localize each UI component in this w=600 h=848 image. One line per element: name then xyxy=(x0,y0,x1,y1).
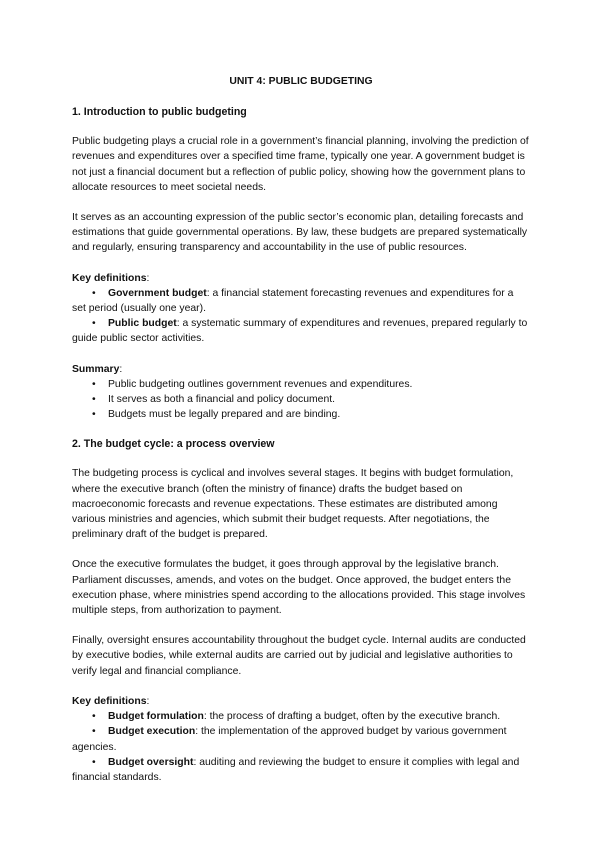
section-1-paragraph-2: It serves as an accounting expression of the public sector’s economic plan, detailing forecasts and estimations that guide governmental operations. By law, these budgets are prepared systematically and regularly, ensuring transparency and accountability in the use of public resources. xyxy=(72,212,528,254)
section-2-key-definitions-label: Key definitions: xyxy=(72,695,150,707)
definition-text: : a financial statement forecasting revenues and expenditures for a set period (usually one year). xyxy=(72,287,514,315)
definition-item xyxy=(72,755,530,785)
definition-term: Government budget xyxy=(108,287,207,299)
definition-term: Budget oversight xyxy=(108,756,194,768)
bullet-icon: • xyxy=(92,378,96,390)
section-1-key-definitions-label: Key definitions: xyxy=(72,272,150,284)
definition-item xyxy=(72,286,530,316)
bullet-icon: • xyxy=(92,287,96,299)
definition-text: : auditing and reviewing the budget to ensure it complies with legal and financial standards. xyxy=(72,756,520,783)
definition-term: Budget execution xyxy=(108,726,196,738)
definition-item xyxy=(72,724,530,754)
section-1-definitions-list xyxy=(72,286,530,347)
section-1-heading: 1. Introduction to public budgeting xyxy=(72,106,247,119)
section-2-definitions-list xyxy=(72,709,530,785)
bullet-icon: • xyxy=(92,394,96,406)
bullet-icon: • xyxy=(92,711,96,723)
section-2-paragraph-3: Finally, oversight ensures accountability throughout the budget cycle. Internal audits are conducted by executive bodies, while external audits are carried out by judicial and legislative authorities to verify legal and financial compliance. xyxy=(72,635,526,677)
bullet-icon: • xyxy=(92,318,96,330)
definition-term: Public budget xyxy=(108,318,177,330)
summary-item: • Budgets must be legally prepared and are binding. xyxy=(72,407,530,422)
definition-text: : a systematic summary of expenditures and revenues, prepared regularly to guide public sector activities. xyxy=(72,318,528,345)
summary-item: • Public budgeting outlines government revenues and expenditures. xyxy=(72,377,530,392)
section-2-paragraph-1: The budgeting process is cyclical and involves several stages. It begins with budget formulation, where the executive branch (often the ministry of finance) drafts the budget based on macroeconomic forecasts and revenue expectations. These estimates are distributed among various ministries and agencies, which submit their budget requests. After negotiations, the preliminary draft of the budget is prepared. xyxy=(72,468,514,541)
summary-item: • It serves as both a financial and policy document. xyxy=(72,392,530,407)
section-2-paragraph-2: Once the executive formulates the budget, it goes through approval by the legislative branch. Parliament discusses, amends, and votes on the budget. Once approved, the budget enters the execution phase, where ministries spend according to the allocations provided. This stage involves multiple steps, from authorization to payment. xyxy=(72,559,526,617)
section-2-heading: 2. The budget cycle: a process overview xyxy=(72,438,275,451)
document-title: UNIT 4: PUBLIC BUDGETING xyxy=(229,76,373,87)
section-1-paragraph-1: Public budgeting plays a crucial role in a government’s financial planning, involving the prediction of revenues and expenditures over a specified time frame, typically one year. A government budget is not just a financial document but a reflection of public policy, showing how the government plans to allocate resources to meet societal needs. xyxy=(72,136,529,193)
summary-label: Summary: xyxy=(72,363,123,375)
bullet-icon: • xyxy=(92,409,96,421)
definition-text: : the implementation of the approved budget by various government agencies. xyxy=(72,726,507,753)
bullet-icon: • xyxy=(92,726,96,738)
summary-list xyxy=(72,377,530,423)
definition-text: : the process of drafting a budget, often by the executive branch. xyxy=(203,711,501,723)
bullet-icon: • xyxy=(92,756,96,768)
definition-item xyxy=(72,316,530,346)
definition-item xyxy=(72,709,530,724)
definition-term: Budget formulation xyxy=(108,711,204,723)
